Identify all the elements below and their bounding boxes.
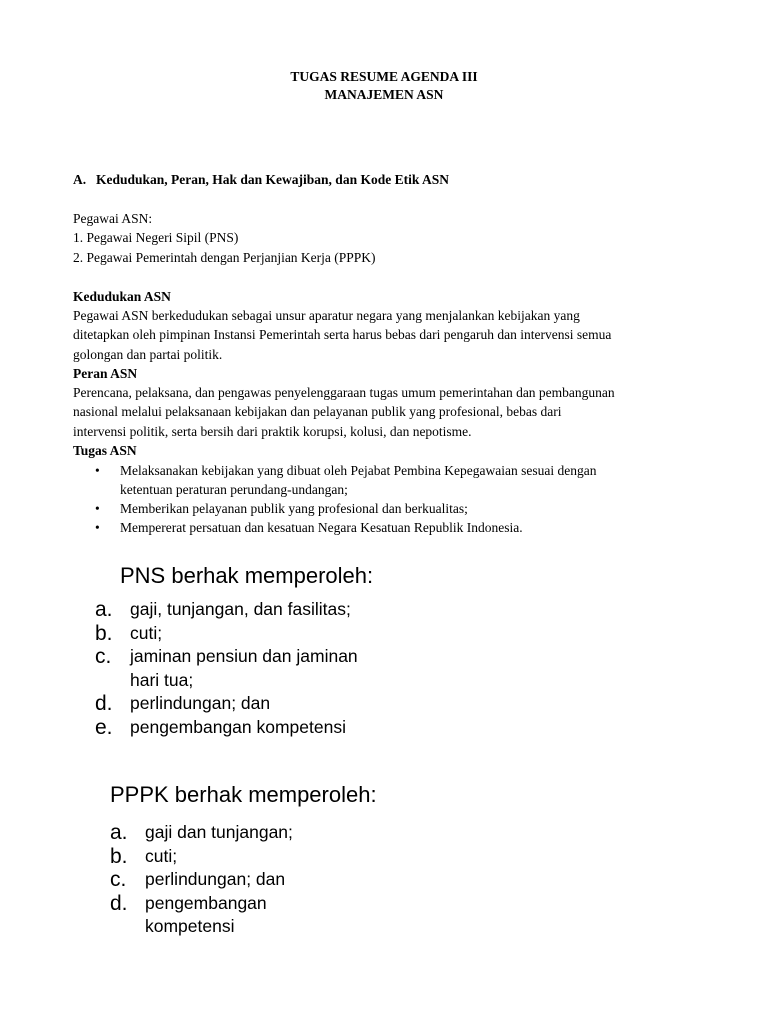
list-item: [95, 461, 596, 499]
list-item: [95, 645, 358, 692]
pns-right-b: cuti;: [130, 622, 163, 643]
pppk-rights-list: [110, 821, 293, 939]
pns-rights-list: [95, 598, 358, 739]
tugas-item-1-line-2: ketentuan peraturan perundang-undangan;: [120, 482, 348, 497]
list-item: [110, 892, 293, 939]
list-item: [95, 692, 358, 716]
section-a-marker: A.: [73, 172, 87, 187]
list-letter: c.: [95, 645, 112, 668]
pns-right-c-line-2: hari tua;: [130, 669, 194, 690]
pppk-right-b: cuti;: [145, 845, 178, 866]
peran-line-2: nasional melalui pelaksanaan kebijakan dan pelayanan publik yang profesional, bebas dari: [73, 404, 562, 419]
pppk-right-a: gaji dan tunjangan;: [145, 822, 293, 842]
list-letter: c.: [110, 868, 127, 891]
list-item: [110, 845, 293, 869]
list-item: [110, 821, 293, 845]
list-item: [110, 868, 293, 892]
tugas-heading: Tugas ASN: [73, 443, 137, 458]
list-letter: a.: [110, 821, 128, 844]
pppk-right-d-line-1: pengembangan: [145, 892, 267, 913]
section-a-heading-text: Kedudukan, Peran, Hak dan Kewajiban, dan Kode Etik ASN: [96, 172, 449, 187]
pegawai-label: Pegawai ASN:: [73, 211, 153, 226]
list-letter: b.: [110, 844, 128, 868]
tugas-item-2-line-1: Memberikan pelayanan publik yang profesional dan berkualitas;: [120, 501, 468, 516]
pns-right-a: gaji, tunjangan, dan fasilitas;: [130, 599, 351, 619]
list-item: [95, 622, 358, 646]
document-title-line-2: MANAJEMEN ASN: [324, 87, 444, 102]
pns-rights-title: PNS berhak memperoleh:: [120, 563, 374, 588]
tugas-item-1-line-1: Melaksanakan kebijakan yang dibuat oleh Pejabat Pembina Kepegawaian sesuai dengan: [120, 463, 597, 478]
list-letter: d.: [110, 891, 128, 915]
bullet-icon: •: [95, 520, 100, 535]
kedudukan-line-1: Pegawai ASN berkedudukan sebagai unsur aparatur negara yang menjalankan kebijakan yang: [73, 308, 580, 323]
list-letter: b.: [95, 621, 113, 645]
pppk-right-d-line-2: kompetensi: [145, 916, 235, 936]
pns-right-e: pengembangan kompetensi: [130, 716, 346, 737]
list-letter: a.: [95, 598, 113, 621]
tugas-item-3-line-1: Mempererat persatuan dan kesatuan Negara Kesatuan Republik Indonesia.: [120, 520, 523, 535]
kedudukan-line-2: ditetapkan oleh pimpinan Instansi Pemerintah serta harus bebas dari pengaruh dan intervensi semua: [73, 327, 612, 342]
bullet-icon: •: [95, 501, 100, 516]
pppk-rights-title: PPPK berhak memperoleh:: [110, 782, 377, 807]
list-item: [95, 716, 358, 740]
document-title-line-1: TUGAS RESUME AGENDA III: [290, 69, 478, 84]
section-a-heading: [73, 172, 449, 188]
bullet-icon: •: [95, 463, 100, 478]
pegawai-item-1: 1. Pegawai Negeri Sipil (PNS): [73, 230, 239, 245]
list-letter: d.: [95, 692, 113, 715]
kedudukan-line-3: golongan dan partai politik.: [73, 347, 223, 362]
list-letter: e.: [95, 715, 113, 739]
pegawai-item-2: 2. Pegawai Pemerintah dengan Perjanjian Kerja (PPPK): [73, 250, 376, 265]
pns-right-d: perlindungan; dan: [130, 693, 271, 713]
peran-heading: Peran ASN: [73, 366, 138, 381]
peran-line-3: intervensi politik, serta bersih dari praktik korupsi, kolusi, dan nepotisme.: [73, 424, 472, 439]
tugas-list: [95, 461, 596, 537]
pppk-right-c: perlindungan; dan: [145, 869, 286, 889]
peran-line-1: Perencana, pelaksana, dan pengawas penyelenggaraan tugas umum pemerintahan dan pembangunan: [73, 385, 615, 400]
pns-right-c-line-1: jaminan pensiun dan jaminan: [130, 646, 358, 666]
list-item: [95, 598, 358, 622]
list-item: [95, 499, 596, 518]
list-item: [95, 518, 596, 537]
kedudukan-heading: Kedudukan ASN: [73, 289, 171, 304]
